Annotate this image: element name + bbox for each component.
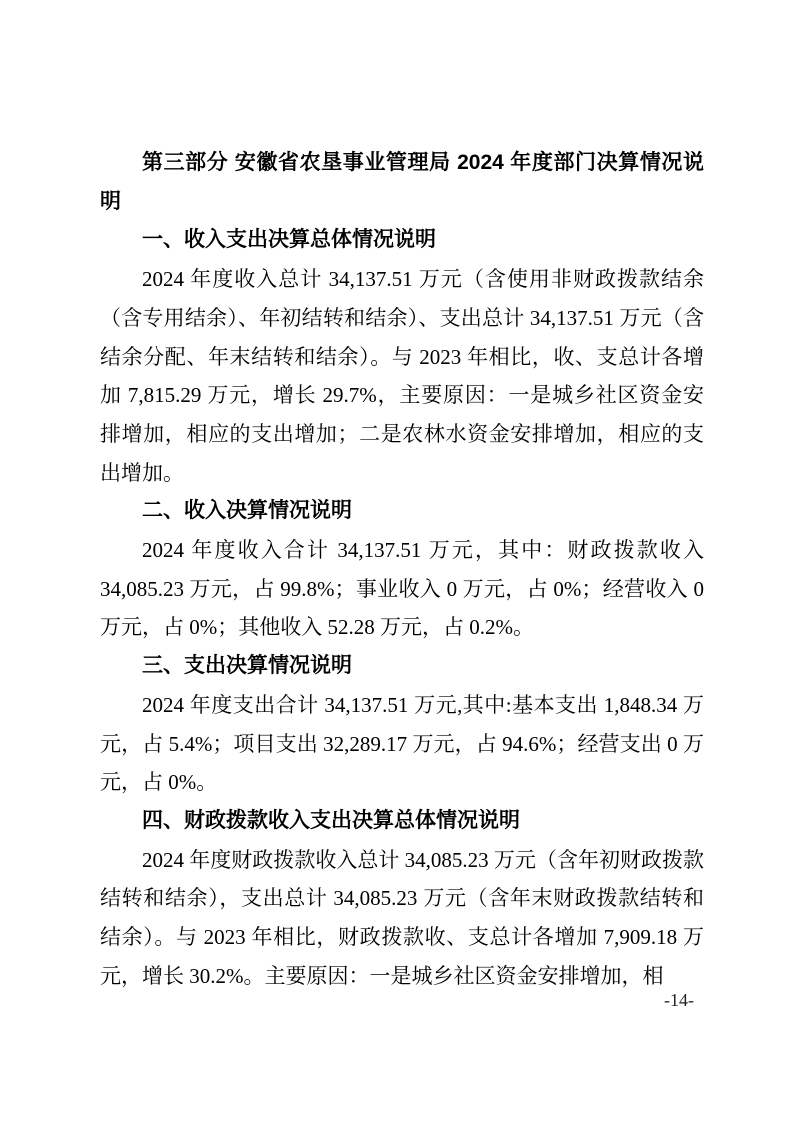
section-2-heading: 二、收入决算情况说明: [142, 499, 352, 523]
section-3-heading: 三、支出决算情况说明: [142, 654, 352, 678]
page-number: -14-: [664, 990, 694, 1010]
section-2-paragraph: 2024 年度收入合计 34,137.51 万元，其中：财政拨款收入 34,085.23 万元，占 99.8%；事业收入 0 万元，占 0%；经营收入 0 万元，占 0%；其他收入 52.28 万元，占 0.2%。: [100, 538, 704, 640]
section-4-heading: 四、财政拨款收入支出决算总体情况说明: [142, 808, 520, 832]
section-1-heading: 一、收入支出决算总体情况说明: [142, 228, 436, 252]
section-4-paragraph: 2024 年度财政拨款收入总计 34,085.23 万元（含年初财政拨款结转和结余），支出总计 34,085.23 万元（含年末财政拨款结转和结余）。与 2023 年相比，财政拨款收、支总计各增加 7,909.18 万元，增长 30.2%。主要原因：一是城乡社区资金安排增加，相: [100, 847, 704, 988]
section-1-paragraph: 2024 年度收入总计 34,137.51 万元（含使用非财政拨款结余（含专用结余）、年初结转和结余）、支出总计 34,137.51 万元（含结余分配、年末结转和结余）。与 2023 年相比，收、支总计各增加 7,815.29 万元，增长 29.7%，主要原因：一是城乡社区资金安排增加，相应的支出增加；二是农林水资金安排增加，相应的支出增加。: [100, 267, 704, 485]
section-3-paragraph: 2024 年度支出合计 34,137.51 万元,其中:基本支出 1,848.34 万元，占 5.4%；项目支出 32,289.17 万元，占 94.6%；经营支出 0 万元，占 0%。: [100, 692, 704, 795]
document-title: 第三部分 安徽省农垦事业管理局 2024 年度部门决算情况说明: [100, 151, 704, 213]
